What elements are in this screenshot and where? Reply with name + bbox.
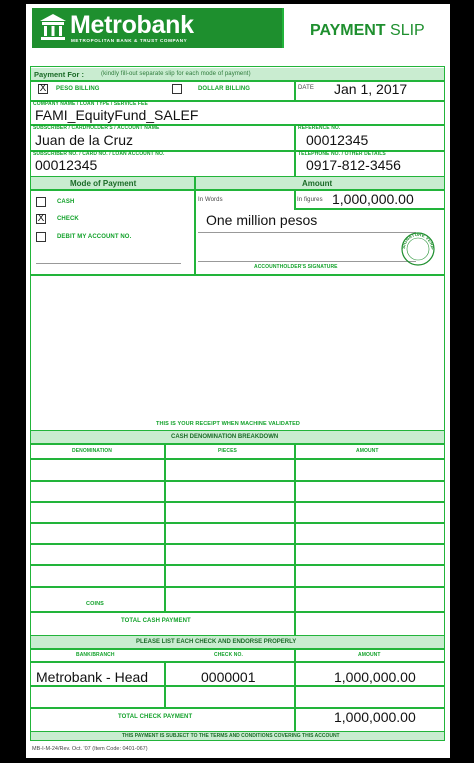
signature-label: ACCOUNTHOLDER'S SIGNATURE: [254, 264, 338, 270]
cash-checkbox[interactable]: [36, 197, 46, 207]
payment-slip: [26, 4, 450, 758]
total-cash-field[interactable]: [296, 613, 443, 633]
form-title: [310, 22, 425, 40]
cash-breakdown-title: CASH DENOMINATION BREAKDOWN: [171, 434, 279, 440]
telephone-label: TELEPHONE NO. / OTHER DETAILS: [298, 151, 386, 157]
check-label: CHECK: [57, 216, 79, 222]
machine-validation-area: [32, 276, 443, 418]
terms-note: THIS PAYMENT IS SUBJECT TO THE TERMS AND CONDITIONS COVERING THIS ACCOUNT: [122, 733, 340, 739]
debit-account-field[interactable]: [36, 263, 181, 264]
col-check-no: CHECK NO.: [214, 652, 243, 658]
payment-for-label: Payment For :: [34, 70, 85, 79]
col-denomination: DENOMINATION: [72, 448, 112, 454]
amount-header: Amount: [302, 179, 333, 188]
stamp-text: SIGNATURE VERIF: [400, 231, 436, 251]
mode-header: Mode of Payment: [70, 179, 137, 188]
form-code: MB-I-M-24/Rev. Oct. '07 (Item Code: 0401-067): [32, 746, 148, 752]
peso-billing-checkbox[interactable]: X: [39, 83, 47, 94]
date-field[interactable]: Jan 1, 2017: [334, 81, 408, 97]
subscriber-field[interactable]: Juan de la Cruz: [35, 132, 134, 148]
checks-title: PLEASE LIST EACH CHECK AND ENDORSE PROPERLY: [136, 639, 297, 645]
dollar-billing-label: DOLLAR BILLING: [198, 86, 251, 92]
cash-label: CASH: [57, 199, 75, 205]
debit-account-checkbox[interactable]: [36, 232, 46, 242]
svg-text:SIGNATURE VERIFIED: [400, 231, 435, 250]
brand-name: Metrobank: [70, 11, 194, 39]
check-number-field[interactable]: 0000001: [201, 669, 256, 685]
metrobank-logo-icon: [38, 12, 68, 42]
total-cash-label: TOTAL CASH PAYMENT: [121, 618, 191, 624]
date-label: DATE: [298, 85, 314, 91]
coins-label: COINS: [86, 601, 104, 607]
dollar-billing-checkbox[interactable]: [172, 84, 182, 94]
signature-verified-stamp-icon: [400, 231, 436, 267]
telephone-field[interactable]: 0917-812-3456: [306, 157, 401, 173]
col-pieces: PIECES: [218, 448, 237, 454]
form-title-bold: PAYMENT: [310, 22, 386, 39]
check-amount-field[interactable]: 1,000,000.00: [334, 669, 416, 685]
signature-line[interactable]: [198, 261, 416, 262]
reference-field[interactable]: 00012345: [306, 132, 369, 148]
peso-billing-label: PESO BILLING: [56, 86, 100, 92]
company-label: COMPANY NAME / LOAN TYPE / SERVICE FEE: [33, 101, 148, 107]
in-figures-label: In figures: [297, 197, 323, 203]
subscriber-label: SUBSCRIBER / CARDHOLDER'S / ACCOUNT NAME: [33, 125, 160, 131]
debit-account-label: DEBIT MY ACCOUNT NO.: [57, 234, 132, 240]
in-words-label: In Words: [198, 197, 223, 203]
in-figures-field[interactable]: 1,000,000.00: [332, 191, 414, 207]
check-checkbox[interactable]: X: [37, 213, 45, 224]
subscriber-no-label: SUBSCRIBER NO. / CARD NO. / LOAN ACCOUNT NO.: [33, 151, 165, 157]
company-field[interactable]: FAMI_EquityFund_SALEF: [35, 107, 199, 123]
in-words-field[interactable]: One million pesos: [206, 212, 318, 228]
reference-label: REFERENCE NO.: [298, 125, 341, 131]
total-check-label: TOTAL CHECK PAYMENT: [118, 714, 193, 720]
check-bank-field[interactable]: Metrobank - Head: [36, 669, 149, 685]
payment-for-hint: (kindly fill-out separate slip for each mode of payment): [101, 71, 251, 77]
receipt-note: THIS IS YOUR RECEIPT WHEN MACHINE VALIDATED: [156, 421, 300, 427]
col-amount: AMOUNT: [356, 448, 379, 454]
total-check-field[interactable]: 1,000,000.00: [334, 709, 416, 725]
form-title-rest: SLIP: [390, 22, 425, 39]
brand-tagline: METROPOLITAN BANK & TRUST COMPANY: [71, 38, 188, 43]
subscriber-no-field[interactable]: 00012345: [35, 157, 98, 173]
col-bank-branch: BANK/BRANCH: [76, 652, 115, 658]
col-check-amount: AMOUNT: [358, 652, 381, 658]
